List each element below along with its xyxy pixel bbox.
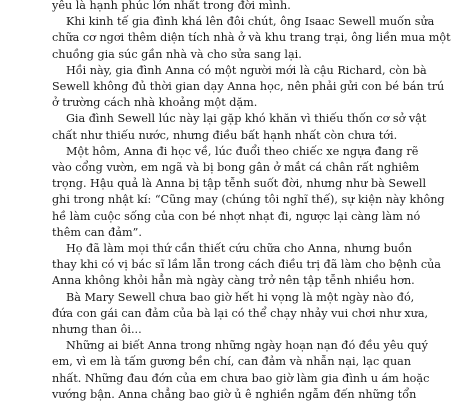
text-line bbox=[0, 14, 435, 30]
text-line bbox=[0, 241, 413, 257]
text-line-content: Những ai biết Anna trong những ngày hoạn nạn đó đều yêu quý bbox=[66, 339, 428, 353]
text-line bbox=[0, 354, 412, 370]
text-line-content: Khi kinh tế gia đình khá lên đôi chút, ông Isaac Sewell muốn sửa bbox=[66, 15, 435, 29]
text-line-content: ở trường cách nhà khoảng một dặm. bbox=[52, 96, 258, 110]
text-line bbox=[0, 306, 429, 322]
text-line-content: vướng bận. Anna chẳng bao giờ ủ ê nghiền ngẫm đến những tổn bbox=[52, 387, 417, 401]
text-line bbox=[0, 176, 427, 192]
text-line bbox=[0, 128, 400, 144]
text-line bbox=[0, 338, 428, 354]
text-line-content: ghi trong nhật kí: “Cũng may (chúng tôi nghĩ thế), sự kiện này không bbox=[52, 193, 445, 207]
text-line-content: Họ đã làm mọi thứ cần thiết cứu chữa cho Anna, nhưng buồn bbox=[66, 242, 413, 255]
text-line-content: thêm can đảm”. bbox=[52, 225, 142, 239]
text-line bbox=[0, 192, 445, 208]
text-line bbox=[0, 63, 427, 79]
text-line-content: yêu là hạnh phúc lớn nhất trong đời mình. bbox=[52, 0, 291, 12]
text-line bbox=[0, 273, 415, 289]
text-line bbox=[0, 79, 445, 95]
text-line bbox=[0, 209, 421, 225]
text-line bbox=[0, 371, 430, 387]
text-line-content: chuồng gia súc gần nhà và cho sửa sang lại. bbox=[52, 47, 302, 61]
text-line bbox=[0, 387, 417, 403]
text-line bbox=[0, 144, 419, 160]
text-line bbox=[0, 322, 400, 338]
text-line bbox=[0, 95, 400, 111]
text-line-content: nhưng than ôi... bbox=[52, 323, 142, 336]
text-line bbox=[0, 0, 400, 14]
text-line bbox=[0, 290, 415, 306]
text-line bbox=[0, 225, 400, 241]
text-line-content: chất như thiếu nước, nhưng điều bất hạnh nhất còn chưa tới. bbox=[52, 128, 398, 142]
text-line-content: thay khi có vị bác sĩ lầm lẫn trong cách điều trị đã làm cho bệnh của bbox=[52, 258, 441, 272]
text-line-content: em, vì em là tấm gương bền chí, can đảm và nhẫn nại, lạc quan bbox=[52, 355, 412, 369]
text-line bbox=[0, 257, 441, 273]
text-line bbox=[0, 160, 420, 176]
text-line bbox=[0, 47, 400, 63]
text-line-content: trọng. Hậu quả là Anna bị tập tễnh suốt đời, nhưng như bà Sewell bbox=[52, 177, 427, 191]
text-line-content: hề làm cuộc sống của con bé nhợt nhạt đi, ngược lại càng làm nó bbox=[52, 209, 421, 223]
text-line-content: vào cổng vườn, em ngã và bị bong gân ở mắt cá chân rất nghiêm bbox=[52, 161, 420, 174]
text-line-content: Một hôm, Anna đi học về, lúc đuổi theo chiếc xe ngựa đang rẽ bbox=[66, 144, 419, 158]
text-line-content: Bà Mary Sewell chưa bao giờ hết hi vọng là một ngày nào đó, bbox=[66, 290, 415, 304]
text-line bbox=[0, 111, 427, 127]
text-line-content: chữa cơ ngơi thêm diện tích nhà ở và khu trang trại, ông liền mua một bbox=[52, 31, 451, 45]
text-line-content: nhất. Những đau đớn của em chưa bao giờ làm gia đình u ám hoặc bbox=[52, 371, 430, 385]
text-line-content: đứa con gái can đảm của bà lại có thể chạy nhảy vui chơi như xưa, bbox=[52, 306, 429, 320]
text-line-content: Sewell không đủ thời gian dạy Anna học, nên phải gửi con bé bán trú bbox=[52, 80, 445, 93]
text-line-content: Gia đình Sewell lúc này lại gặp khó khăn vì thiếu thốn cơ sở vật bbox=[66, 112, 427, 126]
text-line-content: Hồi này, gia đình Anna có một người mới là cậu Richard, còn bà bbox=[66, 63, 427, 77]
text-line bbox=[0, 30, 451, 46]
text-line-content: Anna không khỏi hẳn mà ngày càng trở nên tập tễnh nhiều hơn. bbox=[52, 274, 415, 288]
